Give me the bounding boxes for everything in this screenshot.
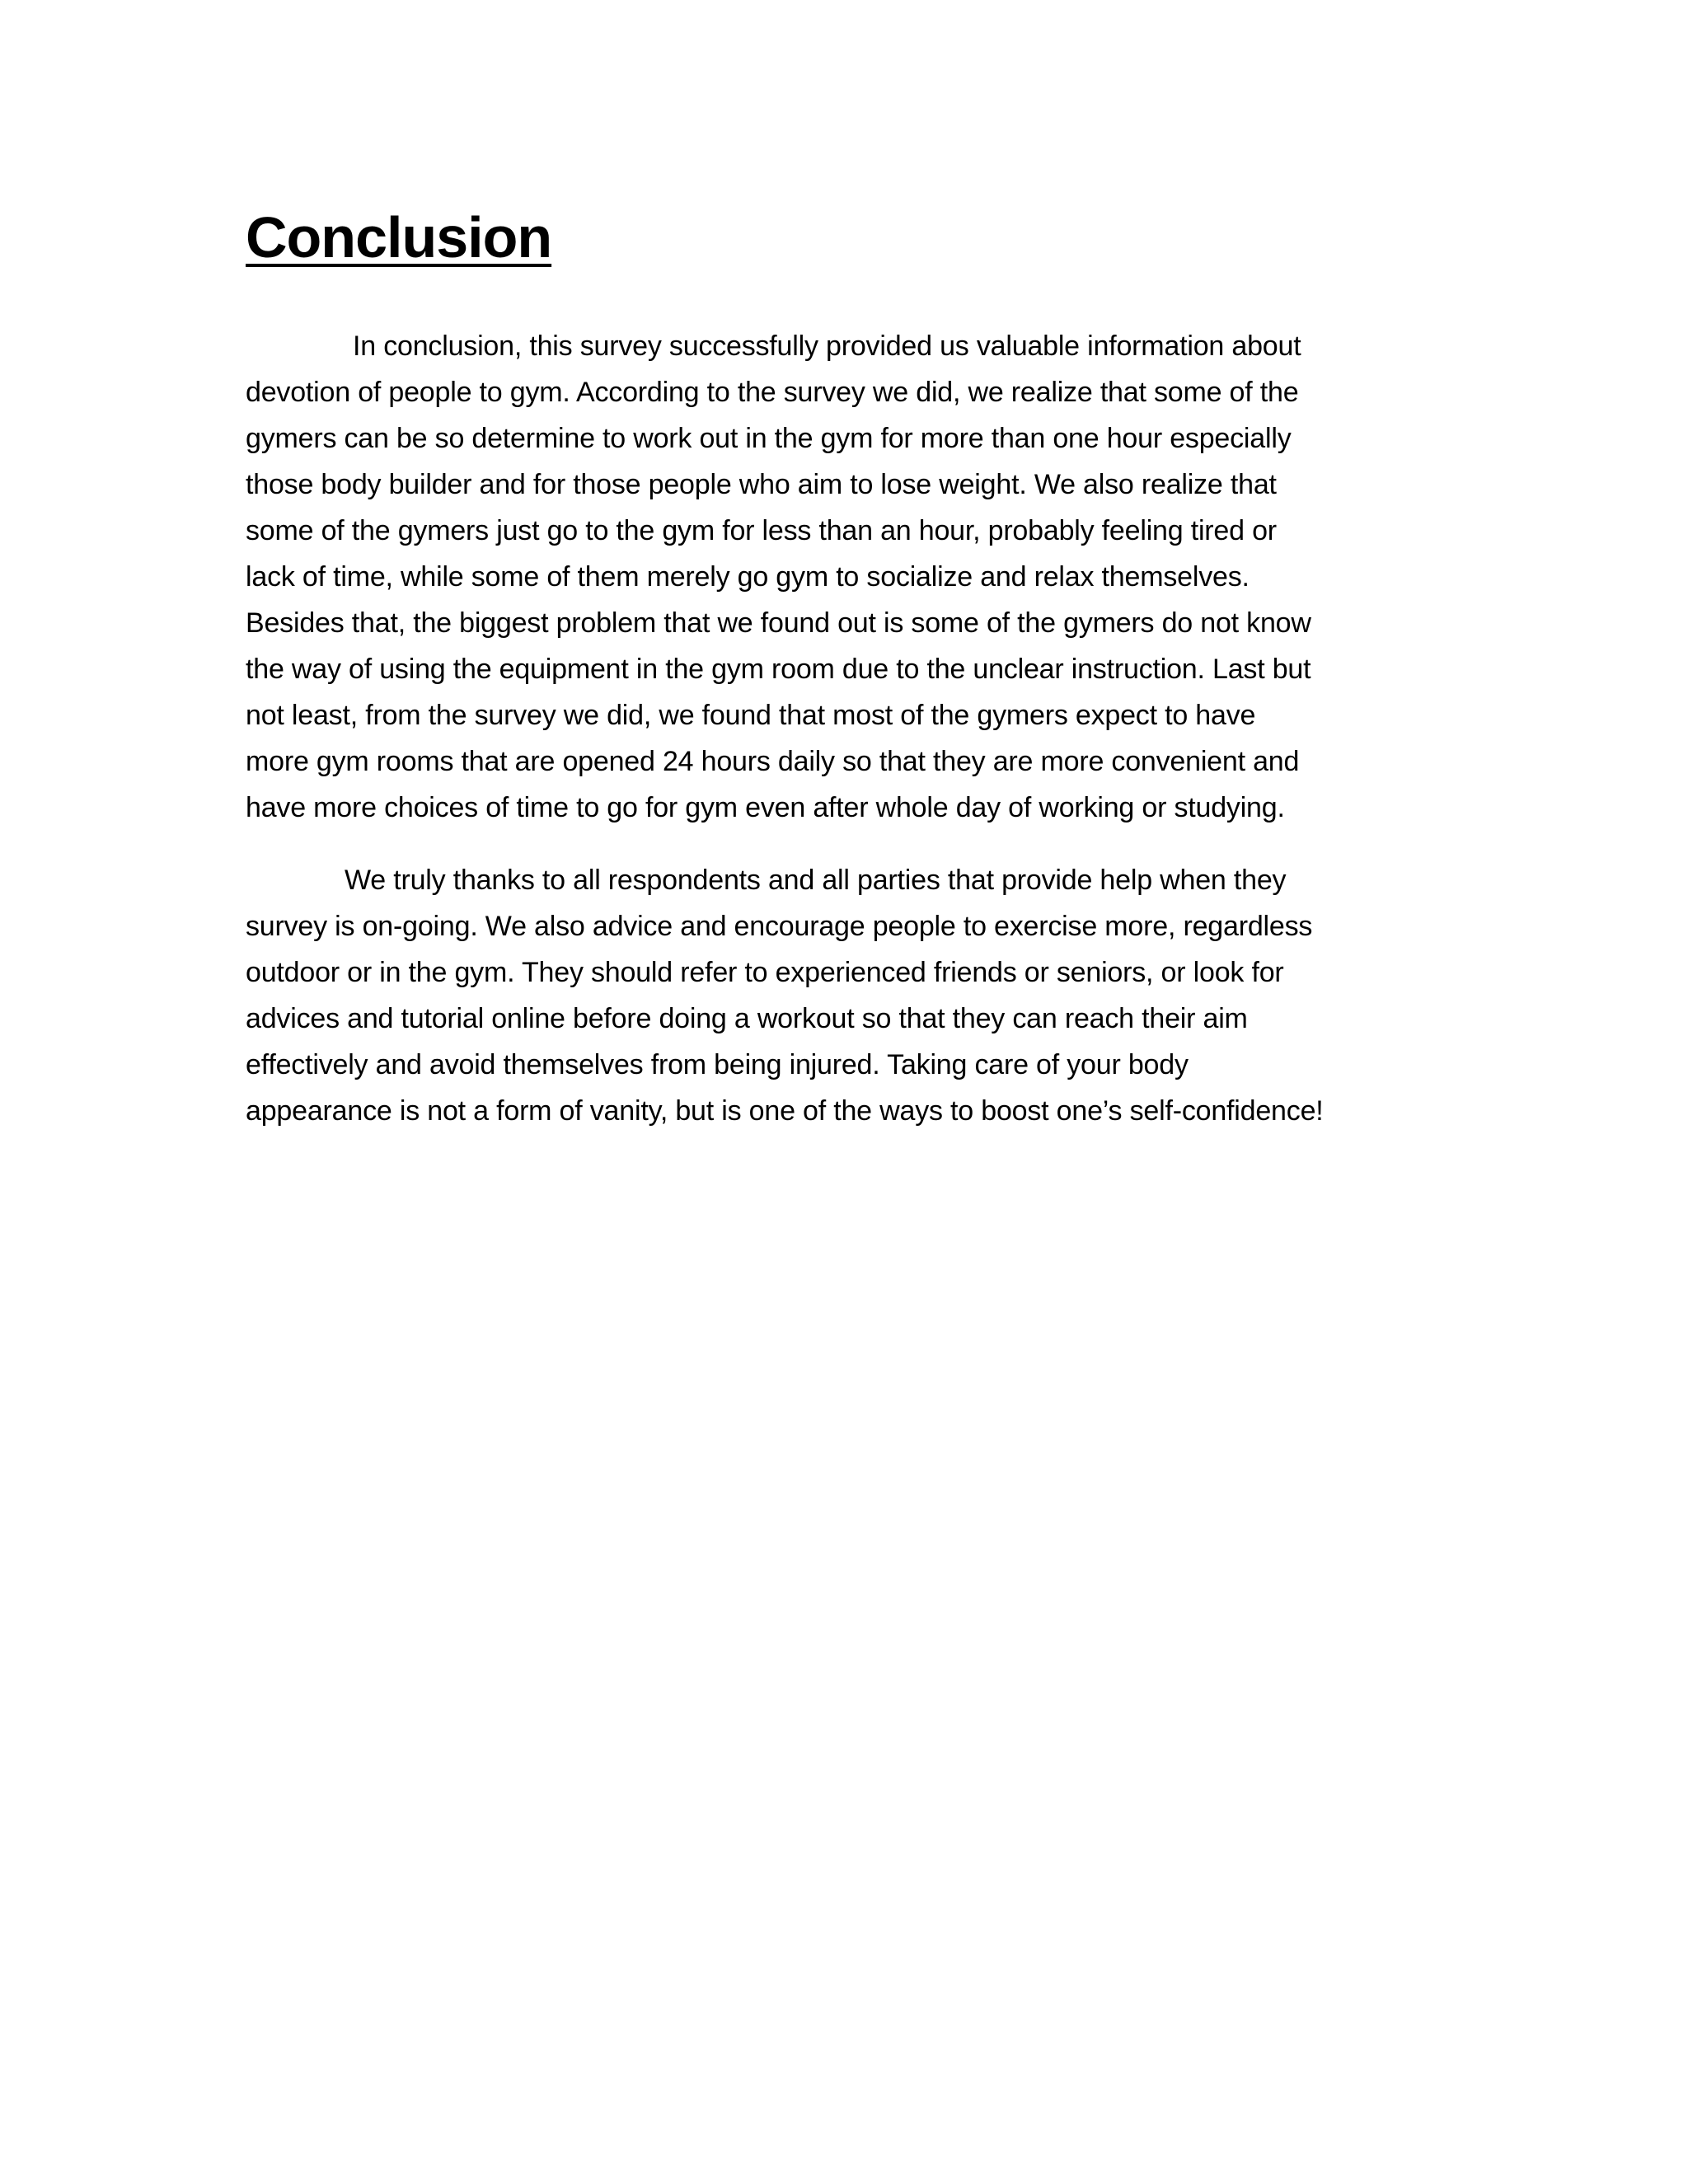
- paragraph-line: In conclusion, this survey successfully provided us valuable information about: [353, 330, 1301, 362]
- paragraph-line: more gym rooms that are opened 24 hours daily so that they are more convenient and: [246, 746, 1300, 777]
- paragraph-conclusion: [246, 323, 1457, 831]
- paragraph-line: effectively and avoid themselves from being injured. Taking care of your body: [246, 1049, 1189, 1080]
- paragraph-line: We truly thanks to all respondents and all parties that provide help when they: [345, 865, 1287, 896]
- document-body: [246, 198, 1457, 1134]
- paragraph-line: those body builder and for those people who aim to lose weight. We also realize that: [246, 469, 1277, 500]
- paragraph-line: lack of time, while some of them merely go gym to socialize and relax themselves.: [246, 561, 1250, 593]
- paragraph-line: have more choices of time to go for gym even after whole day of working or studying.: [246, 792, 1285, 823]
- paragraph-line: appearance is not a form of vanity, but is one of the ways to boost one’s self-confidence!: [246, 1095, 1324, 1127]
- section-heading: Conclusion: [246, 205, 552, 269]
- paragraph-line: Besides that, the biggest problem that we found out is some of the gymers do not know: [246, 607, 1311, 639]
- paragraph-line: gymers can be so determine to work out in the gym for more than one hour especially: [246, 423, 1292, 454]
- paragraph-line: outdoor or in the gym. They should refer to experienced friends or seniors, or look for: [246, 957, 1284, 988]
- paragraph-line: not least, from the survey we did, we found that most of the gymers expect to have: [246, 700, 1256, 731]
- paragraph-line: the way of using the equipment in the gym room due to the unclear instruction. Last but: [246, 654, 1311, 685]
- paragraph-line: some of the gymers just go to the gym for less than an hour, probably feeling tired or: [246, 515, 1277, 546]
- paragraph-line: devotion of people to gym. According to the survey we did, we realize that some of the: [246, 377, 1299, 408]
- paragraph-thanks: [246, 857, 1457, 1134]
- paragraph-line: advices and tutorial online before doing a workout so that they can reach their aim: [246, 1003, 1248, 1034]
- paragraph-line: survey is on-going. We also advice and encourage people to exercise more, regardless: [246, 911, 1313, 942]
